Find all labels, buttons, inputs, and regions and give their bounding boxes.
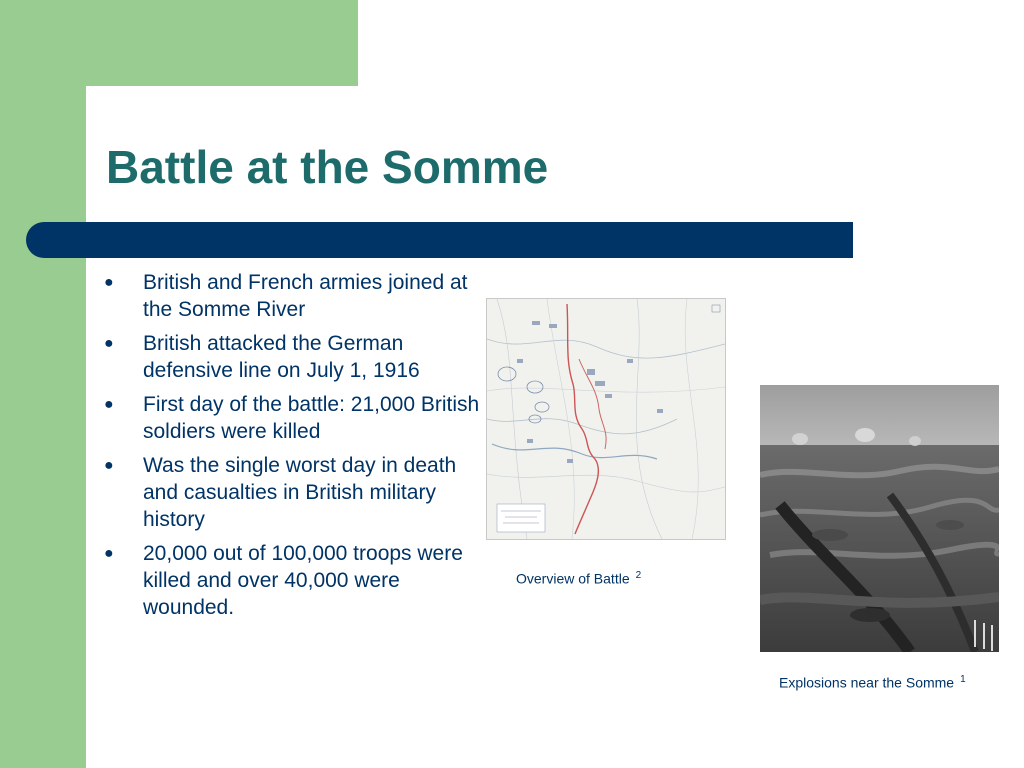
slide-title: Battle at the Somme (106, 141, 549, 193)
title-underline-bar (26, 222, 853, 258)
map-caption-ref: 2 (635, 570, 642, 581)
bullet-text: 20,000 out of 100,000 troops were killed and over 40,000 were wounded. (143, 542, 463, 619)
bullet-text: Was the single worst day in death and casualties in British military history (143, 454, 457, 531)
bullet-item (104, 330, 494, 384)
bullet-icon: ● (104, 545, 114, 562)
battle-map-image (486, 298, 726, 540)
photo-caption (779, 674, 966, 691)
bullet-list (104, 269, 494, 628)
bullet-text: British attacked the German defensive line on July 1, 1916 (143, 332, 420, 382)
explosions-photo (760, 385, 999, 652)
bullet-icon: ● (104, 335, 114, 352)
battle-map-drawing (487, 299, 725, 539)
explosions-photo-drawing (760, 385, 999, 652)
map-caption-text: Overview of Battle (516, 570, 630, 587)
bullet-text: British and French armies joined at the Somme River (143, 271, 468, 321)
map-caption (516, 570, 641, 587)
bullet-item (104, 269, 494, 323)
bullet-icon: ● (104, 457, 114, 474)
bullet-text: First day of the battle: 21,000 British soldiers were killed (143, 393, 480, 443)
bullet-icon: ● (104, 274, 114, 291)
photo-caption-ref: 1 (960, 674, 966, 685)
bullet-icon: ● (104, 396, 114, 413)
photo-caption-text: Explosions near the Somme (779, 674, 955, 691)
green-accent-side (0, 0, 86, 768)
bullet-item (104, 391, 494, 445)
bullet-item (104, 540, 494, 621)
bullet-item (104, 452, 494, 533)
